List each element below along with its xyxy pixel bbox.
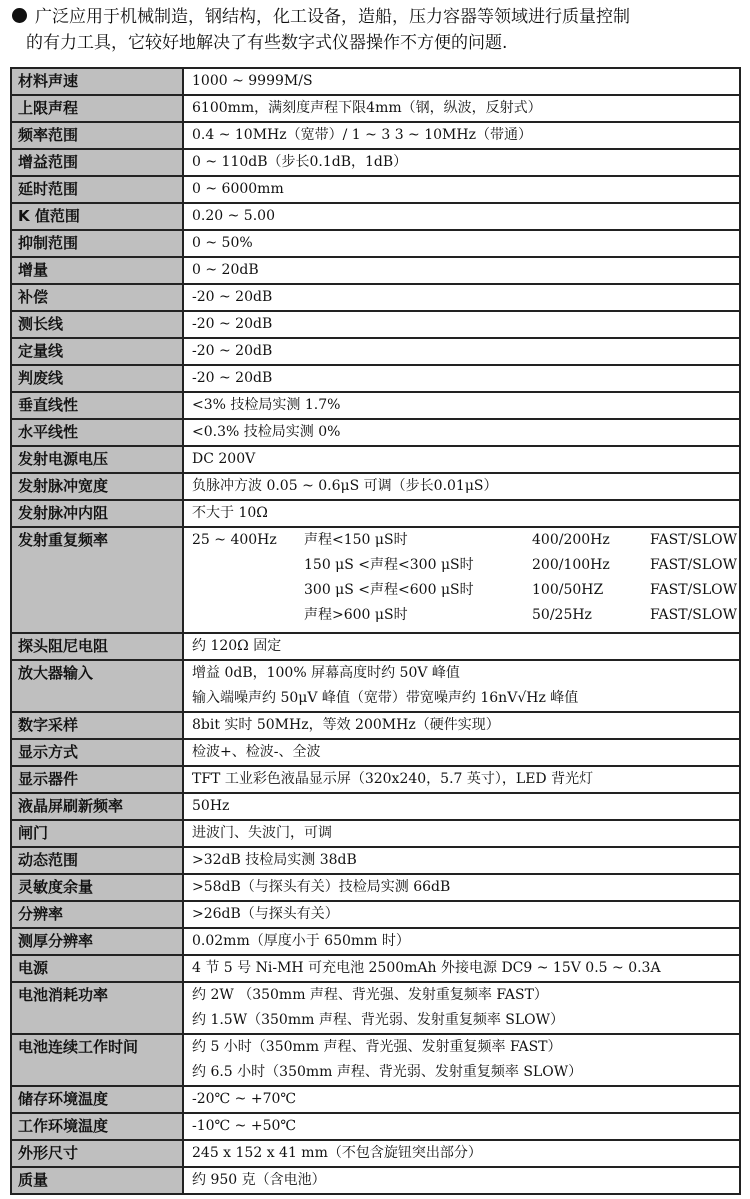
spec-label: 抑制范围	[11, 230, 183, 257]
spec-value	[183, 1140, 740, 1167]
spec-value	[183, 955, 740, 982]
spec-label: 电池连续工作时间	[11, 1034, 183, 1086]
spec-value-line: 0 ~ 110dB（步长0.1dB，1dB）	[192, 154, 408, 170]
spec-value	[183, 901, 740, 928]
spec-row	[11, 766, 740, 793]
spec-value-line: 不大于 10Ω	[192, 505, 268, 521]
spec-row	[11, 419, 740, 446]
spec-value-line: >26dB（与探头有关）	[192, 906, 339, 922]
spec-label: 定量线	[11, 338, 183, 365]
spec-label: K 值范围	[11, 203, 183, 230]
spec-row	[11, 820, 740, 847]
spec-value-line: 0 ~ 6000mm	[192, 181, 284, 197]
spec-value-line: 0.4 ~ 10MHz（宽带）/ 1 ~ 3 3 ~ 10MHz（带通）	[192, 127, 532, 143]
spec-row	[11, 739, 740, 766]
spec-value-line: -20 ~ 20dB	[192, 289, 273, 305]
spec-value-line: 6100mm，满刻度声程下限4mm（钢，纵波，反射式）	[192, 100, 542, 116]
spec-value-line: TFT 工业彩色液晶显示屏（320x240，5.7 英寸），LED 背光灯	[192, 771, 594, 787]
spec-row	[11, 446, 740, 473]
spec-row	[11, 122, 740, 149]
spec-value	[183, 633, 740, 660]
intro-paragraph	[10, 4, 740, 60]
spec-value-line: 约 950 克（含电池）	[192, 1172, 326, 1188]
spec-row	[11, 901, 740, 928]
spec-label: 测厚分辨率	[11, 928, 183, 955]
spec-label: 显示方式	[11, 739, 183, 766]
spec-row	[11, 955, 740, 982]
spec-label: 上限声程	[11, 95, 183, 122]
spec-row	[11, 1140, 740, 1167]
repetition-cond: 150 μS <声程<300 μS时	[304, 557, 474, 573]
repetition-freq: 50/25Hz	[532, 607, 592, 623]
spec-value-line: 进波门、失波门，可调	[192, 825, 332, 841]
spec-value-line: 约 5 小时（350mm 声程、背光强、发射重复频率 FAST）	[192, 1039, 562, 1055]
spec-row	[11, 338, 740, 365]
spec-value-line: 8bit 实时 50MHz，等效 200MHz（硬件实现）	[192, 717, 500, 733]
spec-value	[183, 95, 740, 122]
spec-label: 放大器输入	[11, 660, 183, 712]
spec-row	[11, 176, 740, 203]
spec-label: 频率范围	[11, 122, 183, 149]
spec-value-line: 约 6.5 小时（350mm 声程、背光弱、发射重复频率 SLOW）	[192, 1064, 583, 1080]
spec-value	[183, 793, 740, 820]
spec-row	[11, 230, 740, 257]
spec-label: 灵敏度余量	[11, 874, 183, 901]
spec-value	[183, 122, 740, 149]
spec-value-line: 检波+、检波-、全波	[192, 744, 321, 760]
spec-value-line: 负脉冲方波 0.05 ~ 0.6μS 可调（步长0.01μS）	[192, 478, 498, 494]
spec-value-line: <3% 技检局实测 1.7%	[192, 397, 341, 413]
repetition-freq: 400/200Hz	[532, 532, 610, 548]
repetition-range: 25 ~ 400Hz	[192, 532, 277, 548]
spec-row	[11, 203, 740, 230]
spec-row	[11, 928, 740, 955]
spec-row	[11, 392, 740, 419]
intro-line-2: 的有力工具，它较好地解决了有些数字式仪器操作不方便的问题.	[26, 33, 508, 53]
spec-row	[11, 1113, 740, 1140]
spec-label: 垂直线性	[11, 392, 183, 419]
intro-text-1: 广泛应用于机械制造，钢结构，化工设备，造船，压力容器等领域进行质量控制	[35, 7, 630, 27]
spec-value	[183, 284, 740, 311]
spec-value-line: -20 ~ 20dB	[192, 316, 273, 332]
repetition-range	[192, 603, 304, 628]
spec-value-line: 输入端噪声约 50μV 峰值（宽带）带宽噪声约 16nV√Hz 峰值	[192, 690, 579, 706]
spec-value-line: >58dB（与探头有关）技检局实测 66dB	[192, 879, 451, 895]
repetition-freq: 200/100Hz	[532, 557, 610, 573]
spec-label: 水平线性	[11, 419, 183, 446]
spec-value-line: 0 ~ 20dB	[192, 262, 259, 278]
spec-label: 判废线	[11, 365, 183, 392]
spec-label: 发射脉冲宽度	[11, 473, 183, 500]
spec-value-line: 约 2W （350mm 声程、背光强、发射重复频率 FAST）	[192, 987, 548, 1003]
spec-row	[11, 68, 740, 95]
spec-row-repetition	[11, 527, 740, 633]
repetition-mode: FAST/SLOW	[650, 557, 738, 573]
spec-label: 测长线	[11, 311, 183, 338]
spec-value	[183, 1086, 740, 1113]
spec-value-line: >32dB 技检局实测 38dB	[192, 852, 357, 868]
spec-label: 增量	[11, 257, 183, 284]
spec-label: 动态范围	[11, 847, 183, 874]
spec-label: 补偿	[11, 284, 183, 311]
spec-value-line: DC 200V	[192, 451, 256, 467]
spec-value	[183, 874, 740, 901]
spec-label: 发射脉冲内阻	[11, 500, 183, 527]
repetition-cond: 声程>600 μS时	[304, 607, 408, 623]
spec-value	[183, 1113, 740, 1140]
intro-line-1	[10, 4, 740, 30]
spec-value	[183, 149, 740, 176]
repetition-cond: 300 μS <声程<600 μS时	[304, 582, 474, 598]
spec-row	[11, 149, 740, 176]
spec-row	[11, 660, 740, 712]
repetition-mode: FAST/SLOW	[650, 607, 738, 623]
spec-value	[183, 1034, 740, 1086]
spec-value-line: 0.02mm（厚度小于 650mm 时）	[192, 933, 410, 949]
spec-value-line: 1000 ~ 9999M/S	[192, 73, 313, 89]
spec-value-line: 0.20 ~ 5.00	[192, 208, 275, 224]
spec-label: 发射重复频率	[11, 527, 183, 633]
spec-value-line: -10℃ ~ +50℃	[192, 1118, 297, 1134]
repetition-mode: FAST/SLOW	[650, 582, 738, 598]
spec-value	[183, 230, 740, 257]
spec-label: 工作环境温度	[11, 1113, 183, 1140]
bullet-icon	[12, 8, 27, 23]
spec-label: 发射电源电压	[11, 446, 183, 473]
spec-value	[183, 500, 740, 527]
spec-row	[11, 793, 740, 820]
spec-value	[183, 257, 740, 284]
spec-row	[11, 473, 740, 500]
spec-row	[11, 874, 740, 901]
repetition-cond: 声程<150 μS时	[304, 532, 408, 548]
spec-row	[11, 257, 740, 284]
spec-row	[11, 633, 740, 660]
repetition-mode: FAST/SLOW	[650, 532, 738, 548]
spec-value-line: -20 ~ 20dB	[192, 370, 273, 386]
spec-value	[183, 928, 740, 955]
spec-value	[183, 982, 740, 1034]
spec-value-line: -20℃ ~ +70℃	[192, 1091, 297, 1107]
spec-value	[183, 473, 740, 500]
spec-value	[183, 311, 740, 338]
spec-label: 分辨率	[11, 901, 183, 928]
spec-label: 探头阻尼电阻	[11, 633, 183, 660]
spec-value	[183, 338, 740, 365]
spec-row	[11, 500, 740, 527]
spec-value-line: 约 1.5W（350mm 声程、背光弱、发射重复频率 SLOW）	[192, 1012, 565, 1028]
spec-value-line: 增益 0dB，100% 屏幕高度时约 50V 峰值	[192, 665, 460, 681]
spec-label: 显示器件	[11, 766, 183, 793]
spec-value	[183, 712, 740, 739]
spec-value	[183, 203, 740, 230]
repetition-freq: 100/50HZ	[532, 582, 604, 598]
repetition-values	[183, 527, 740, 633]
spec-value	[183, 820, 740, 847]
spec-label: 增益范围	[11, 149, 183, 176]
spec-label: 外形尺寸	[11, 1140, 183, 1167]
spec-label: 电源	[11, 955, 183, 982]
spec-label: 液晶屏刷新频率	[11, 793, 183, 820]
spec-value	[183, 176, 740, 203]
repetition-range	[192, 578, 304, 603]
spec-value-line: -20 ~ 20dB	[192, 343, 273, 359]
spec-row	[11, 1034, 740, 1086]
spec-row	[11, 365, 740, 392]
spec-row	[11, 982, 740, 1034]
spec-value	[183, 365, 740, 392]
spec-value	[183, 1167, 740, 1194]
spec-value-line: 4 节 5 号 Ni-MH 可充电池 2500mAh 外接电源 DC9 ~ 15V 0.5 ~ 0.3A	[192, 960, 661, 976]
spec-label: 延时范围	[11, 176, 183, 203]
spec-row	[11, 1167, 740, 1194]
spec-value	[183, 446, 740, 473]
spec-value-line: <0.3% 技检局实测 0%	[192, 424, 341, 440]
spec-row	[11, 712, 740, 739]
spec-value	[183, 392, 740, 419]
spec-table	[10, 67, 741, 1195]
spec-row	[11, 95, 740, 122]
spec-row	[11, 847, 740, 874]
spec-value	[183, 766, 740, 793]
spec-label: 质量	[11, 1167, 183, 1194]
spec-label: 材料声速	[11, 68, 183, 95]
spec-label: 数字采样	[11, 712, 183, 739]
spec-label: 闸门	[11, 820, 183, 847]
spec-row	[11, 284, 740, 311]
spec-row	[11, 1086, 740, 1113]
spec-value	[183, 847, 740, 874]
spec-value	[183, 660, 740, 712]
spec-row	[11, 311, 740, 338]
spec-label: 电池消耗功率	[11, 982, 183, 1034]
spec-value-line: 0 ~ 50%	[192, 235, 253, 251]
spec-value-line: 245 x 152 x 41 mm（不包含旋钮突出部分）	[192, 1145, 482, 1161]
spec-value	[183, 68, 740, 95]
repetition-range	[192, 553, 304, 578]
spec-label: 储存环境温度	[11, 1086, 183, 1113]
spec-value	[183, 739, 740, 766]
spec-value-line: 约 120Ω 固定	[192, 638, 282, 654]
repetition-grid	[192, 528, 738, 628]
spec-value-line: 50Hz	[192, 798, 230, 814]
spec-value	[183, 419, 740, 446]
spec-table-body	[11, 68, 740, 1194]
